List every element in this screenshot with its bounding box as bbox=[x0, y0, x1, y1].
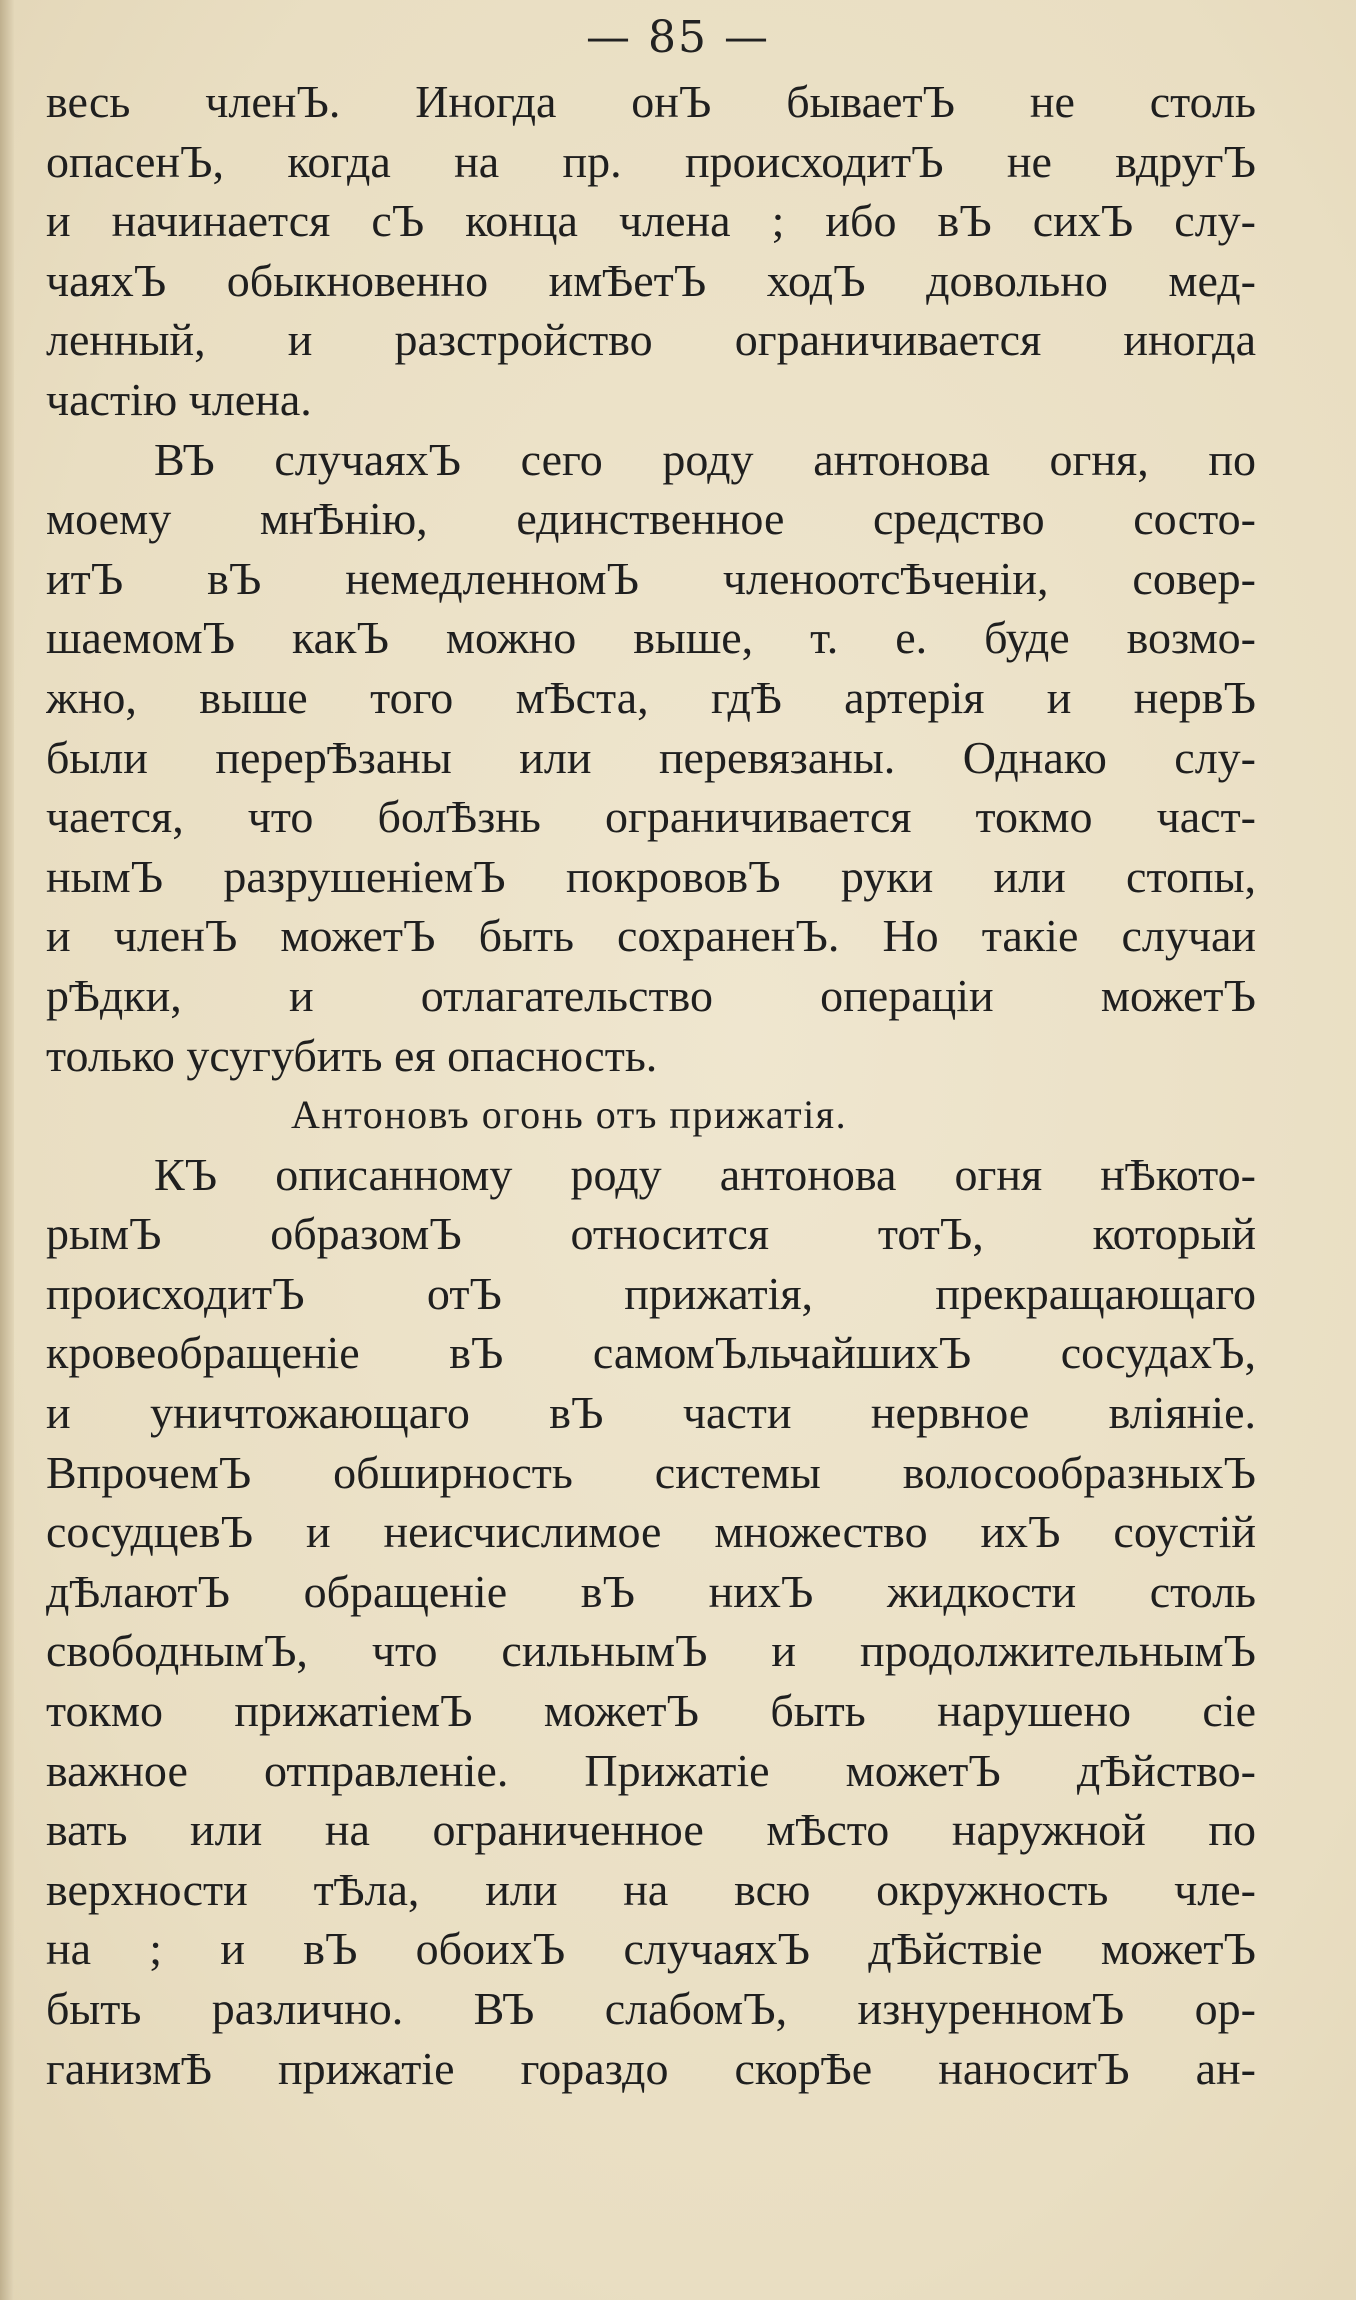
page-binding-edge bbox=[0, 0, 14, 2300]
text-line: кровеобращеніе вЪ самомЪльчайшихЪ сосудахЪ, bbox=[46, 1327, 1256, 1379]
text-line: сосудцевЪ и неисчислимое множество ихЪ соустій bbox=[46, 1506, 1256, 1558]
text-line: и членЪ можетЪ быть сохраненЪ. Но такіе случаи bbox=[46, 910, 1256, 962]
text-line: рымЪ образомЪ относится тотЪ, который bbox=[46, 1208, 1256, 1260]
text-line: свободнымЪ, что сильнымЪ и продолжительнымЪ bbox=[46, 1625, 1256, 1677]
text-line: ганизмѢ прижатіе гораздо скорѢе наноситЪ ан- bbox=[46, 2042, 1256, 2094]
text-line: ВпрочемЪ обширность системы волосообразныхЪ bbox=[46, 1446, 1256, 1498]
page-number: — 85 — bbox=[586, 12, 770, 63]
text-line: были перерѢзаны или перевязаны. Однако слу- bbox=[46, 731, 1256, 783]
text-line: рѢдки, и отлагательство операціи можетЪ bbox=[46, 969, 1256, 1021]
text-line: нымЪ разрушеніемЪ покрововЪ руки или стопы, bbox=[46, 850, 1256, 902]
text-line: итЪ вЪ немедленномЪ членоотсѢченіи, совер- bbox=[46, 552, 1256, 604]
text-line: дѢлаютЪ обращеніе вЪ нихЪ жидкости столь bbox=[46, 1565, 1256, 1617]
text-line: шаемомЪ какЪ можно выше, т. е. буде возмо- bbox=[46, 612, 1256, 664]
section-heading: Антоновъ огонь отъ прижатія. bbox=[291, 1092, 848, 1138]
text-line: токмо прижатіемЪ можетЪ быть нарушено сіе bbox=[46, 1685, 1256, 1737]
text-line: чается, что болѢзнь ограничивается токмо част- bbox=[46, 791, 1256, 843]
text-line: и начинается сЪ конца члена ; ибо вЪ сихЪ слу- bbox=[46, 195, 1256, 247]
text-line: на ; и вЪ обоихЪ случаяхЪ дѢйствіе можетЪ bbox=[46, 1923, 1256, 1975]
text-line: КЪ описанному роду антонова огня нѢкото- bbox=[154, 1148, 1256, 1200]
text-line: ВЪ случаяхЪ сего роду антонова огня, по bbox=[154, 433, 1256, 485]
text-line: весь членЪ. Иногда онЪ бываетЪ не столь bbox=[46, 76, 1256, 127]
text-line: чаяхЪ обыкновенно имѢетЪ ходЪ довольно мед- bbox=[46, 254, 1256, 306]
text-line: вать или на ограниченное мѢсто наружной по bbox=[46, 1804, 1256, 1856]
text-line: и уничтожающаго вЪ части нервное вліяніе. bbox=[46, 1387, 1256, 1439]
text-line: только усугубить ея опасность. bbox=[46, 1029, 658, 1081]
text-line: жно, выше того мѢста, гдѢ артерія и нервЪ bbox=[46, 671, 1256, 723]
text-line: моему мнѢнію, единственное средство состо- bbox=[46, 493, 1256, 545]
text-line: опасенЪ, когда на пр. происходитЪ не вдругЪ bbox=[46, 135, 1256, 187]
text-line: частію члена. bbox=[46, 373, 312, 425]
text-line: важное отправленіе. Прижатіе можетЪ дѢйство- bbox=[46, 1744, 1256, 1796]
text-line: ленный, и разстройство ограничивается иногда bbox=[46, 314, 1256, 366]
text-line: происходитЪ отЪ прижатія, прекращающаго bbox=[46, 1267, 1256, 1319]
text-line: верхности тѢла, или на всю окружность чле- bbox=[46, 1863, 1256, 1915]
page-body bbox=[46, 72, 1256, 2098]
text-line: быть различно. ВЪ слабомЪ, изнуренномЪ ор- bbox=[46, 1983, 1256, 2034]
